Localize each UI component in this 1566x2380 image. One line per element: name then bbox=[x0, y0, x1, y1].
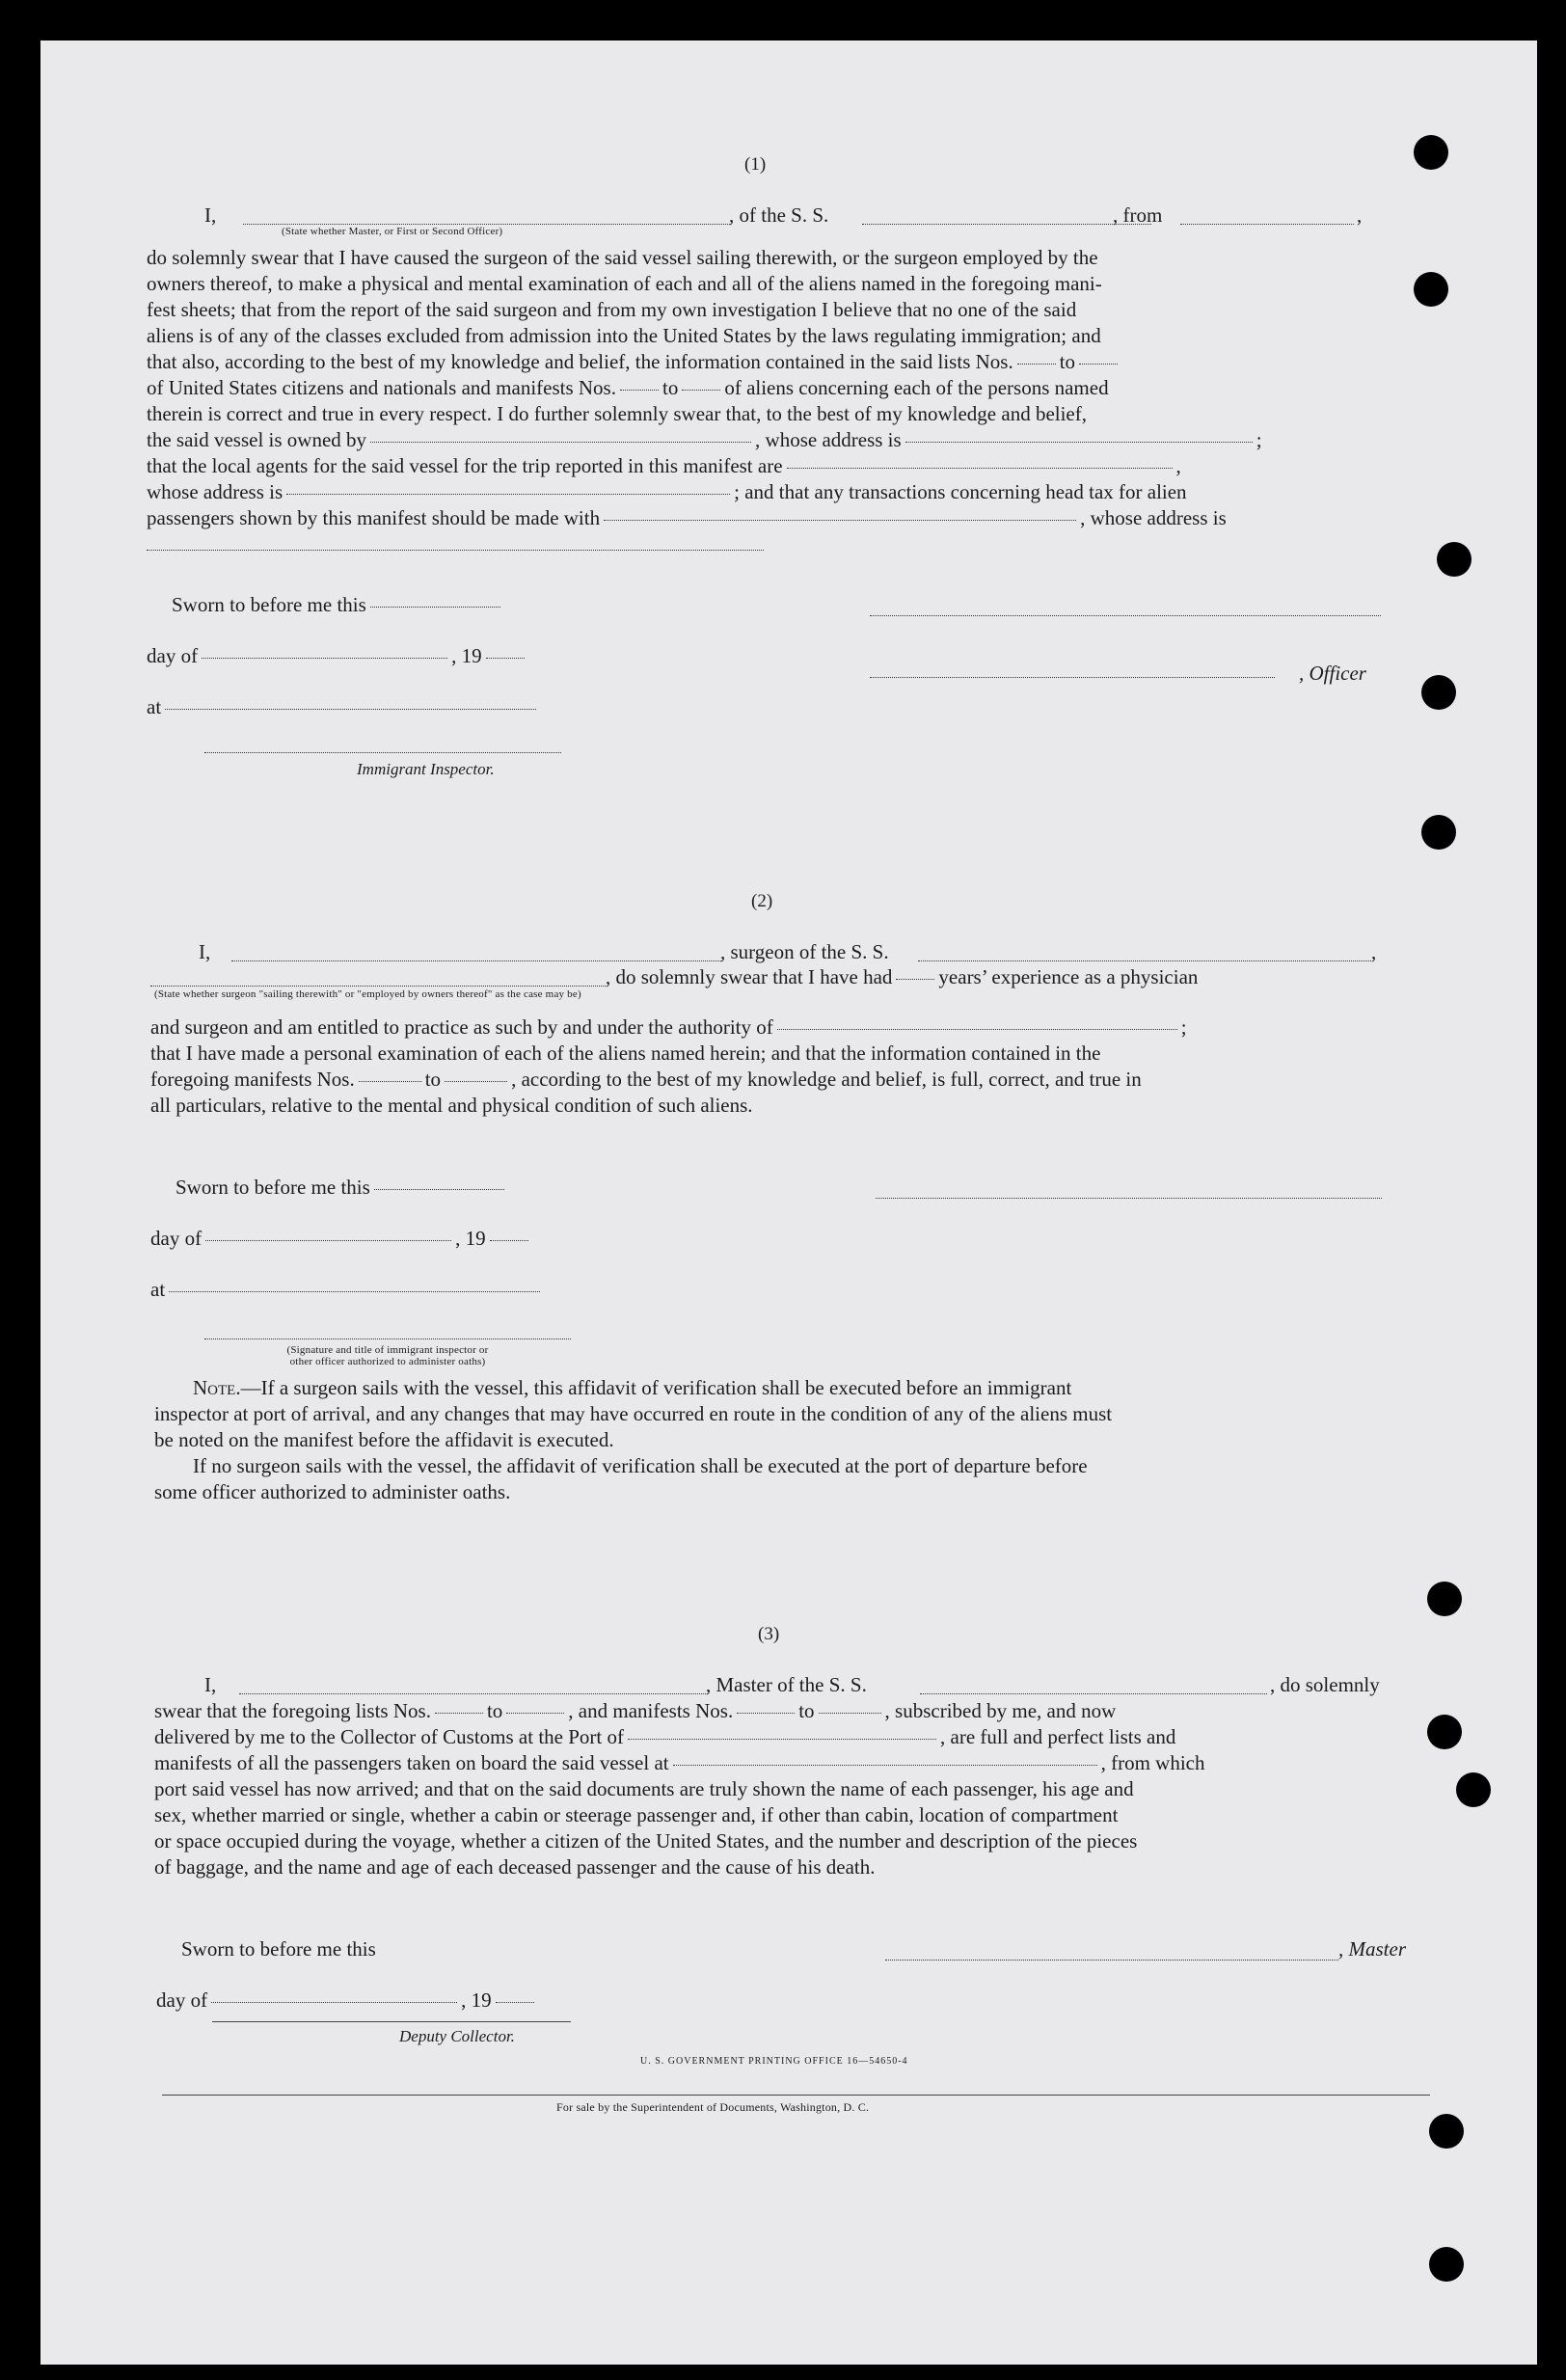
s3-body bbox=[154, 1776, 1425, 1854]
s1-lists-text: that also, according to the best of my knowledge and belief, the information contained in the said lists Nos. bbox=[147, 350, 1013, 373]
binder-hole-icon bbox=[1429, 2247, 1464, 2282]
deputy-signature-line[interactable] bbox=[212, 2021, 571, 2022]
contact-address-field[interactable] bbox=[147, 550, 764, 551]
s3-body-line-1: port said vessel has now arrived; and that on the said documents are truly shown the name of each passenger, his age and bbox=[154, 1777, 1134, 1800]
s3-line-8: of baggage, and the name and age of each deceased passenger and the cause of his death. bbox=[154, 1855, 876, 1879]
deputy-collector-label: Deputy Collector. bbox=[399, 2027, 515, 2045]
officer-rank-field[interactable] bbox=[243, 224, 730, 225]
s1-body-line-4: aliens is of any of the classes excluded from admission into the United States by the laws regulating immigration; and bbox=[147, 324, 1101, 347]
s2-swear-text: , do solemnly swear that I have had bbox=[606, 965, 893, 988]
s3-taken-on-board-text: manifests of all the passengers taken on board the said vessel at bbox=[154, 1751, 669, 1774]
s3-lists-from-field[interactable] bbox=[435, 1713, 483, 1714]
s3-manifests-to-field[interactable] bbox=[819, 1713, 881, 1714]
s2-line-4: that I have made a personal examination of each of the aliens named herein; and that the information contained in the bbox=[150, 1041, 1101, 1065]
s3-solemnly-label: , do solemnly bbox=[1270, 1673, 1380, 1696]
s1-to-2: to bbox=[662, 376, 679, 399]
s3-from-which-text: , from which bbox=[1100, 1751, 1205, 1774]
s1-body-line-2: owners thereof, to make a physical and mental examination of each and all of the aliens named in the foregoing mani- bbox=[147, 272, 1102, 295]
binder-hole-icon bbox=[1414, 135, 1448, 170]
s1-comma: , bbox=[1357, 203, 1363, 227]
owner-field[interactable] bbox=[370, 442, 751, 443]
s1-line-6 bbox=[147, 375, 1109, 400]
s1-line-7: therein is correct and true in every respect. I do further solemnly swear that, to the best of my knowledge and belief, bbox=[147, 402, 1087, 425]
s2-at-field[interactable] bbox=[169, 1291, 540, 1292]
s1-line-11 bbox=[147, 505, 1227, 530]
agents-address-label: whose address is bbox=[147, 480, 284, 503]
s3-sworn-label: Sworn to before me this bbox=[181, 1937, 376, 1961]
s1-of-ss-label: , of the S. S. bbox=[729, 203, 829, 227]
owner-address-label: , whose address is bbox=[755, 428, 902, 451]
s2-state-note: (State whether surgeon "sailing therewith" or "employed by owners thereof" as the case may be) bbox=[154, 988, 581, 1000]
lists-from-field[interactable] bbox=[1017, 364, 1056, 365]
binder-hole-icon bbox=[1414, 272, 1448, 307]
printing-office-mark: U. S. GOVERNMENT PRINTING OFFICE 16—54650-4 bbox=[640, 2056, 908, 2067]
s1-year-field[interactable] bbox=[486, 658, 525, 659]
immigrant-inspector-label: Immigrant Inspector. bbox=[357, 760, 495, 778]
s2-sworn-label: Sworn to before me this bbox=[176, 1176, 370, 1199]
s3-line-2 bbox=[154, 1698, 1116, 1723]
s3-body-line-3: or space occupied during the voyage, whether a citizen of the United States, and the number and description of the pieces bbox=[154, 1829, 1138, 1853]
s1-inspector-signature-field[interactable] bbox=[204, 752, 561, 753]
manifests-to-field[interactable] bbox=[682, 390, 720, 391]
s2-sworn-day-field[interactable] bbox=[374, 1189, 504, 1190]
s3-lists-text: swear that the foregoing lists Nos. bbox=[154, 1699, 431, 1722]
section-2-number: (2) bbox=[751, 891, 773, 911]
s2-signature-note bbox=[204, 1344, 571, 1367]
s2-i-label: I, bbox=[199, 940, 211, 963]
lists-to-field[interactable] bbox=[1079, 364, 1118, 365]
contact-address-label: , whose address is bbox=[1080, 506, 1227, 529]
s3-master-of-label: , Master of the S. S. bbox=[706, 1673, 867, 1696]
s1-officer-title-field[interactable] bbox=[870, 677, 1275, 678]
master-name-field[interactable] bbox=[239, 1693, 708, 1694]
boarding-port-field[interactable] bbox=[673, 1765, 1097, 1766]
s2-surgeon-of-label: , surgeon of the S. S. bbox=[720, 940, 889, 963]
s3-dayof-label: day of bbox=[156, 1988, 208, 2012]
s2-line-5 bbox=[150, 1067, 1142, 1092]
s3-dayof-line bbox=[156, 1988, 538, 2013]
s1-line-9 bbox=[147, 453, 1181, 478]
s2-dayof-line bbox=[150, 1226, 532, 1251]
s2-signature-note-1: (Signature and title of immigrant inspector or bbox=[286, 1344, 489, 1356]
s1-dayof-label: day of bbox=[147, 644, 199, 667]
s3-i-label: I, bbox=[204, 1673, 217, 1696]
manifests-from-field[interactable] bbox=[620, 390, 659, 391]
s1-state-note: (State whether Master, or First or Second Officer) bbox=[282, 226, 503, 237]
s3-year-label: , 19 bbox=[461, 1988, 492, 2012]
s3-year-field[interactable] bbox=[496, 2002, 534, 2003]
s1-body bbox=[147, 245, 1419, 349]
note-line-4: If no surgeon sails with the vessel, the affidavit of verification shall be executed at the port of departure before bbox=[193, 1454, 1088, 1477]
s2-at-label: at bbox=[150, 1278, 166, 1301]
s1-line-10 bbox=[147, 479, 1187, 504]
footer-divider bbox=[162, 2095, 1430, 2096]
binder-hole-icon bbox=[1437, 542, 1472, 577]
s1-at-label: at bbox=[147, 695, 162, 718]
surgeon-name-field[interactable] bbox=[231, 960, 721, 961]
s2-note bbox=[154, 1375, 1425, 1505]
agents-address-field[interactable] bbox=[286, 494, 730, 495]
s1-line-8 bbox=[147, 427, 1262, 452]
binder-hole-icon bbox=[1427, 1715, 1462, 1749]
s1-from-label: , from bbox=[1113, 203, 1163, 227]
s3-line-4 bbox=[154, 1750, 1205, 1775]
s2-line-2 bbox=[606, 964, 1198, 989]
s1-line-5 bbox=[147, 349, 1121, 374]
sale-notice: For sale by the Superintendent of Documents, Washington, D. C. bbox=[556, 2100, 870, 2114]
s3-body-line-2: sex, whether married or single, whether a cabin or steerage passenger and, if other than cabin, location of compartment bbox=[154, 1803, 1119, 1826]
s1-i-label: I, bbox=[204, 203, 217, 227]
s1-sworn-line bbox=[172, 592, 504, 617]
s2-dayof-label: day of bbox=[150, 1227, 202, 1250]
s1-body-line-1: do solemnly swear that I have caused the surgeon of the said vessel sailing therewith, or the surgeon employed by the bbox=[147, 246, 1098, 269]
binder-hole-icon bbox=[1421, 675, 1456, 710]
s3-to: to bbox=[486, 1699, 503, 1722]
s3-to-2: to bbox=[798, 1699, 815, 1722]
s2-experience-text: years’ experience as a physician bbox=[938, 965, 1199, 988]
master-label: , Master bbox=[1338, 1937, 1406, 1961]
s3-month-field[interactable] bbox=[211, 2002, 457, 2003]
note-label: Note. bbox=[193, 1376, 241, 1399]
owned-by-label: the said vessel is owned by bbox=[147, 428, 367, 451]
authority-field[interactable] bbox=[777, 1029, 1177, 1030]
s1-aliens-text: of aliens concerning each of the persons named bbox=[724, 376, 1109, 399]
s3-manifests-from-field[interactable] bbox=[737, 1713, 795, 1714]
s1-month-field[interactable] bbox=[202, 658, 447, 659]
s1-to: to bbox=[1059, 350, 1076, 373]
s3-line-3 bbox=[154, 1724, 1175, 1749]
s1-manifests-text: of United States citizens and nationals and manifests Nos. bbox=[147, 376, 616, 399]
note-line-5: some officer authorized to administer oaths. bbox=[154, 1480, 511, 1503]
s2-line-6: all particulars, relative to the mental and physical condition of such aliens. bbox=[150, 1094, 753, 1117]
customs-port-field[interactable] bbox=[628, 1739, 936, 1740]
s2-signature-field[interactable] bbox=[876, 1198, 1382, 1199]
years-experience-field[interactable] bbox=[896, 979, 934, 980]
s1-comma-2: , bbox=[1175, 454, 1181, 477]
s3-manifests-text: , and manifests Nos. bbox=[568, 1699, 734, 1722]
section-3-number: (3) bbox=[758, 1624, 780, 1644]
s1-signature-field[interactable] bbox=[870, 615, 1381, 616]
s1-sworn-label: Sworn to before me this bbox=[172, 593, 366, 616]
s2-line-3 bbox=[150, 1014, 1187, 1040]
s2-comma: , bbox=[1371, 940, 1377, 963]
surgeon-status-field[interactable] bbox=[150, 986, 606, 987]
s2-semicolon: ; bbox=[1180, 1015, 1187, 1039]
s2-manifests-text: foregoing manifests Nos. bbox=[150, 1068, 355, 1091]
owner-address-field[interactable] bbox=[905, 442, 1253, 443]
departure-port-field[interactable] bbox=[1180, 224, 1354, 225]
head-tax-text: ; and that any transactions concerning head tax for alien bbox=[734, 480, 1187, 503]
section-1-number: (1) bbox=[744, 154, 767, 175]
local-agents-field[interactable] bbox=[787, 468, 1173, 469]
binder-hole-icon bbox=[1421, 815, 1456, 850]
s1-body-line-3: fest sheets; that from the report of the said surgeon and from my own investigation I believe that no one of the said bbox=[147, 298, 1077, 321]
s3-lists-to-field[interactable] bbox=[506, 1713, 564, 1714]
s1-year-label: , 19 bbox=[451, 644, 482, 667]
s2-authority-text: and surgeon and am entitled to practice as such by and under the authority of bbox=[150, 1015, 773, 1039]
master-signature-field[interactable] bbox=[885, 1960, 1338, 1961]
s2-year-label: , 19 bbox=[455, 1227, 486, 1250]
s2-manifests-from-field[interactable] bbox=[359, 1081, 421, 1082]
s2-manifests-to-field[interactable] bbox=[445, 1081, 507, 1082]
s1-sworn-day-field[interactable] bbox=[370, 607, 500, 608]
head-tax-contact-field[interactable] bbox=[604, 520, 1076, 521]
s3-delivered-text: delivered by me to the Collector of Customs at the Port of bbox=[154, 1725, 624, 1748]
officer-label: , Officer bbox=[1299, 662, 1366, 685]
binder-hole-icon bbox=[1427, 1582, 1462, 1616]
s3-full-perfect-text: , are full and perfect lists and bbox=[940, 1725, 1176, 1748]
s3-subscribed-text: , subscribed by me, and now bbox=[884, 1699, 1117, 1722]
s3-vessel-field[interactable] bbox=[920, 1693, 1267, 1694]
s2-to: to bbox=[424, 1068, 442, 1091]
s1-at-line bbox=[147, 694, 540, 719]
s2-year-field[interactable] bbox=[490, 1240, 528, 1241]
vessel-name-field[interactable] bbox=[862, 224, 1151, 225]
note-line-3: be noted on the manifest before the affidavit is executed. bbox=[154, 1428, 614, 1451]
note-line-2: inspector at port of arrival, and any changes that may have occurred en route in the condition of any of the aliens must bbox=[154, 1402, 1113, 1425]
s2-vessel-field[interactable] bbox=[918, 960, 1371, 961]
note-text-1: —If a surgeon sails with the vessel, this affidavit of verification shall be executed before an immigrant bbox=[240, 1376, 1072, 1399]
s2-at-line bbox=[150, 1277, 544, 1302]
binder-hole-icon bbox=[1429, 2114, 1464, 2149]
head-tax-contact-label: passengers shown by this manifest should be made with bbox=[147, 506, 601, 529]
s2-according-text: , according to the best of my knowledge and belief, is full, correct, and true in bbox=[511, 1068, 1142, 1091]
binder-hole-icon bbox=[1456, 1772, 1491, 1807]
s2-sworn-line bbox=[176, 1175, 508, 1200]
s1-dayof-line bbox=[147, 643, 528, 668]
form-page bbox=[40, 41, 1537, 2365]
s2-signature-note-2: other officer authorized to administer oaths) bbox=[289, 1356, 486, 1367]
note-line-1 bbox=[154, 1375, 1425, 1401]
s1-semicolon: ; bbox=[1256, 428, 1262, 451]
local-agents-label: that the local agents for the said vessel for the trip reported in this manifest are bbox=[147, 454, 783, 477]
s1-at-field[interactable] bbox=[165, 709, 536, 710]
s2-month-field[interactable] bbox=[205, 1240, 451, 1241]
